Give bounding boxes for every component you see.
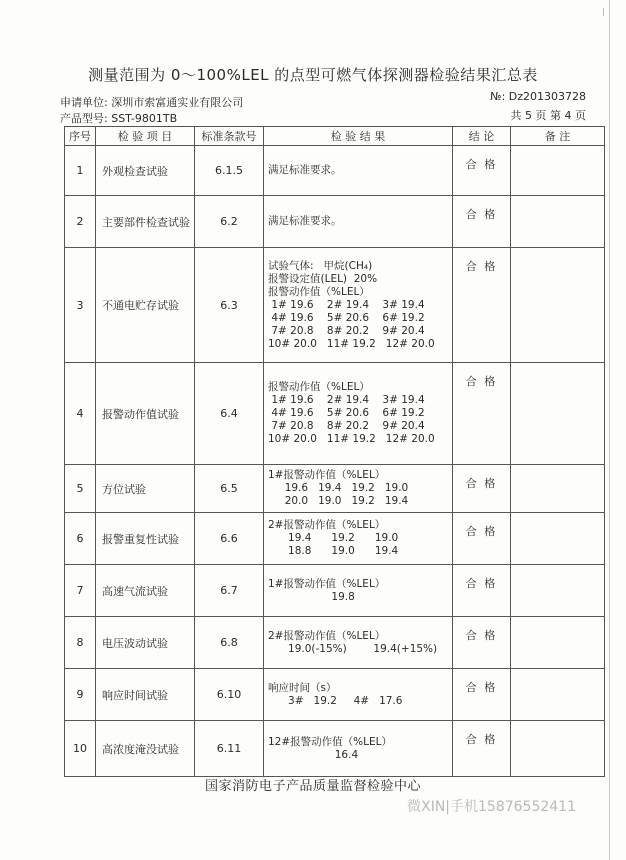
row-remark [511,721,605,777]
row-clause: 6.3 [195,248,264,363]
table-row [65,146,605,196]
result-line: 1#报警动作值（%LEL） [268,469,386,481]
row-clause: 6.11 [195,721,264,777]
row-conclusion: 合 格 [453,196,511,248]
row-clause: 6.2 [195,196,264,248]
applicant-value: 深圳市索富通实业有限公司 [111,96,244,109]
corner-mark [603,8,608,16]
row-clause: 6.10 [195,669,264,721]
model-label: 产品型号: [60,112,108,125]
table-row [65,196,605,248]
row-test-item: 响应时间试验 [96,669,195,721]
row-remark [511,465,605,513]
row-remark [511,248,605,363]
row-result [264,721,453,777]
result-line: 7# 20.8 8# 20.2 9# 20.4 [268,324,425,337]
result-line: 报警设定值(LEL) 20% [268,272,378,285]
table-row [65,248,605,363]
row-result [264,565,453,617]
result-line: 19.8 [268,590,355,603]
table-row [65,363,605,465]
result-line: 满足标准要求。 [268,164,342,176]
applicant [60,94,243,110]
row-clause: 6.6 [195,513,264,565]
result-line: 2#报警动作值（%LEL） [268,519,386,531]
row-remark [511,669,605,721]
result-line: 4# 19.6 5# 20.6 6# 19.2 [268,311,425,324]
table-header-row [65,127,605,146]
row-clause: 6.4 [195,363,264,465]
row-remark [511,196,605,248]
result-line: 2#报警动作值（%LEL） [268,629,386,642]
table-row [65,721,605,777]
page-title: 测量范围为 0～100%LEL 的点型可燃气体探测器检验结果汇总表 [88,66,538,84]
row-result [264,669,453,721]
result-line: 10# 20.0 11# 19.2 12# 20.0 [268,337,435,350]
result-line: 1# 19.6 2# 19.4 3# 19.4 [268,394,425,406]
row-number: 8 [65,617,96,669]
applicant-label: 申请单位: [60,96,108,109]
result-line: 4# 19.6 5# 20.6 6# 19.2 [268,407,425,419]
result-line: 3# 19.2 4# 17.6 [268,694,403,707]
table-row [65,617,605,669]
table-row [65,513,605,565]
row-test-item: 高速气流试验 [96,565,195,617]
row-remark [511,146,605,196]
result-line: 1# 19.6 2# 19.4 3# 19.4 [268,298,425,311]
result-line: 18.8 19.0 19.4 [268,545,399,557]
results-table [64,126,605,777]
result-line: 试验气体: 甲烷(CH₄) [268,259,373,272]
table-row [65,565,605,617]
result-line: 10# 20.0 11# 19.2 12# 20.0 [268,433,435,445]
row-result [264,617,453,669]
table-row [65,669,605,721]
row-clause: 6.8 [195,617,264,669]
row-number: 4 [65,363,96,465]
row-remark [511,617,605,669]
row-conclusion: 合 格 [453,513,511,565]
result-line: 响应时间（s） [268,681,337,694]
row-result [264,363,453,465]
result-line: 20.0 19.0 19.2 19.4 [268,495,409,507]
row-conclusion: 合 格 [453,669,511,721]
result-line: 满足标准要求。 [268,215,342,227]
row-result [264,248,453,363]
issuing-organization: 国家消防电子产品质量监督检验中心 [204,779,421,794]
row-number: 5 [65,465,96,513]
result-line: 报警动作值（%LEL） [268,285,370,298]
col-header-result: 检 验 结 果 [264,127,453,146]
result-line: 报警动作值（%LEL） [268,381,370,393]
row-remark [511,565,605,617]
result-line: 1#报警动作值（%LEL） [268,577,386,590]
result-line: 19.4 19.2 19.0 [268,532,399,544]
row-result [264,146,453,196]
row-conclusion: 合 格 [453,617,511,669]
col-header-conclusion: 结 论 [453,127,511,146]
col-header-remark: 备 注 [511,127,605,146]
row-test-item: 电压波动试验 [96,617,195,669]
row-conclusion: 合 格 [453,565,511,617]
row-test-item: 不通电贮存试验 [96,248,195,363]
row-result [264,513,453,565]
col-header-item: 检 验 项 目 [96,127,195,146]
row-number: 1 [65,146,96,196]
row-result [264,196,453,248]
row-test-item: 主要部件检查试验 [96,196,195,248]
report-number: №: Dz201303728 [490,90,586,103]
row-number: 10 [65,721,96,777]
row-number: 3 [65,248,96,363]
row-clause: 6.1.5 [195,146,264,196]
col-header-clause: 标准条款号 [195,127,264,146]
row-conclusion: 合 格 [453,363,511,465]
row-remark [511,363,605,465]
row-test-item: 高浓度淹没试验 [96,721,195,777]
row-test-item: 外观检查试验 [96,146,195,196]
result-line: 19.6 19.4 19.2 19.0 [268,482,409,494]
product-model [60,110,177,126]
row-result [264,465,453,513]
row-number: 2 [65,196,96,248]
row-conclusion: 合 格 [453,248,511,363]
page-margin-line [609,0,610,860]
result-line: 16.4 [268,748,359,761]
watermark: 微XIN|手机15876552411 [407,799,576,815]
row-number: 6 [65,513,96,565]
row-number: 7 [65,565,96,617]
result-line: 7# 20.8 8# 20.2 9# 20.4 [268,420,425,432]
row-conclusion: 合 格 [453,465,511,513]
result-line: 19.0(-15%) 19.4(+15%) [268,642,438,655]
row-test-item: 方位试验 [96,465,195,513]
row-remark [511,513,605,565]
row-test-item: 报警重复性试验 [96,513,195,565]
row-conclusion: 合 格 [453,721,511,777]
page-count: 共 5 页 第 4 页 [510,109,586,122]
row-test-item: 报警动作值试验 [96,363,195,465]
model-value: SST-9801TB [111,112,178,125]
col-header-no: 序号 [65,127,96,146]
row-conclusion: 合 格 [453,146,511,196]
row-clause: 6.5 [195,465,264,513]
row-clause: 6.7 [195,565,264,617]
row-number: 9 [65,669,96,721]
result-line: 12#报警动作值（%LEL） [268,735,392,748]
table-row [65,465,605,513]
